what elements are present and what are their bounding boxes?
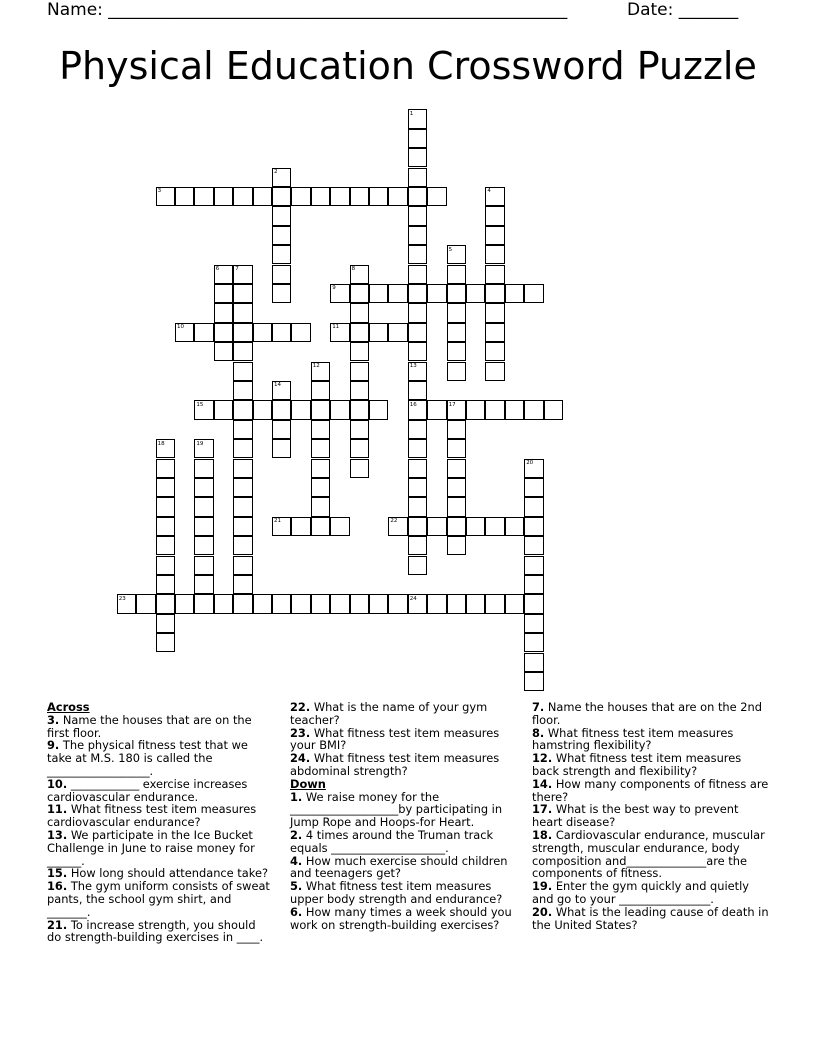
crossword-cell[interactable] xyxy=(272,439,291,458)
crossword-cell[interactable] xyxy=(485,265,504,284)
clue-number-label: 6 xyxy=(215,266,220,272)
crossword-cell[interactable] xyxy=(388,284,407,303)
crossword-cell[interactable] xyxy=(194,536,213,555)
crossword-cell[interactable] xyxy=(194,594,213,613)
crossword-cell[interactable] xyxy=(408,168,427,187)
crossword-cell[interactable] xyxy=(175,187,194,206)
crossword-cell[interactable] xyxy=(233,362,252,381)
crossword-cell[interactable] xyxy=(233,439,252,458)
clue-number-label: 16 xyxy=(409,401,417,408)
crossword-cell[interactable] xyxy=(291,594,310,613)
crossword-cell[interactable] xyxy=(524,536,543,555)
crossword-cell[interactable] xyxy=(272,265,291,284)
crossword-cell[interactable] xyxy=(233,459,252,478)
crossword-cell[interactable] xyxy=(427,517,446,536)
crossword-cell[interactable] xyxy=(447,323,466,342)
crossword-cell[interactable] xyxy=(388,323,407,342)
clue-number: 14. xyxy=(532,776,553,791)
crossword-cell[interactable] xyxy=(330,187,349,206)
crossword-cell[interactable] xyxy=(408,206,427,225)
crossword-cell[interactable] xyxy=(447,536,466,555)
crossword-cell[interactable] xyxy=(194,517,213,536)
crossword-cell[interactable] xyxy=(408,342,427,361)
crossword-cell[interactable] xyxy=(447,303,466,322)
crossword-cell[interactable] xyxy=(408,478,427,497)
crossword-cell[interactable] xyxy=(253,400,272,419)
crossword-cell[interactable] xyxy=(369,400,388,419)
crossword-cell[interactable] xyxy=(408,303,427,322)
crossword-cell[interactable] xyxy=(272,245,291,264)
clue-number: 17. xyxy=(532,802,553,817)
crossword-cell[interactable] xyxy=(524,633,543,652)
clue-number: 21. xyxy=(47,917,68,932)
clue-number-label: 14 xyxy=(274,382,281,389)
crossword-cell[interactable] xyxy=(311,381,330,400)
crossword-cell[interactable] xyxy=(272,284,291,303)
across-clue xyxy=(47,778,272,804)
crossword-cell[interactable] xyxy=(369,284,388,303)
clue-number: 19. xyxy=(532,879,553,894)
crossword-cell[interactable] xyxy=(447,342,466,361)
crossword-cell[interactable] xyxy=(447,594,466,613)
crossword-cell[interactable] xyxy=(214,594,233,613)
crossword-cell[interactable] xyxy=(485,517,504,536)
clue-text: 4 times around the Truman track equals ____________________. xyxy=(290,827,494,855)
clue-number-label: 12 xyxy=(312,363,320,369)
across-clue xyxy=(290,727,515,753)
clue-number-label: 8 xyxy=(351,266,356,272)
crossword-cell[interactable] xyxy=(194,187,213,206)
clue-number: 10. xyxy=(47,776,68,791)
across-clue xyxy=(47,880,272,918)
clue-number: 22. xyxy=(290,700,311,714)
clue-number-label: 24 xyxy=(409,595,417,602)
clue-text: The gym uniform consists of sweat pants, the school gym shirt, and _______. xyxy=(47,879,270,919)
crossword-cell[interactable] xyxy=(350,381,369,400)
crossword-cell[interactable] xyxy=(447,517,466,536)
crossword-cell[interactable] xyxy=(330,517,349,536)
crossword-cell[interactable] xyxy=(408,148,427,167)
crossword-cell[interactable] xyxy=(311,400,330,419)
clue-number-label: 10 xyxy=(177,324,184,331)
crossword-cell[interactable] xyxy=(350,284,369,303)
crossword-cell[interactable] xyxy=(408,323,427,342)
clue-number: 9. xyxy=(47,738,60,753)
across-clue xyxy=(47,919,272,945)
crossword-cell[interactable] xyxy=(408,517,427,536)
crossword-cell[interactable] xyxy=(427,594,446,613)
across-clue xyxy=(47,714,272,740)
crossword-cell[interactable] xyxy=(408,459,427,478)
across-clue xyxy=(290,752,515,778)
crossword-cell[interactable] xyxy=(214,323,233,342)
clue-text: To increase strength, you should do strength-building exercises in ____. xyxy=(47,917,264,945)
crossword-cell[interactable] xyxy=(233,323,252,342)
crossword-cell[interactable] xyxy=(311,517,330,536)
crossword-cell[interactable] xyxy=(156,536,175,555)
crossword-cell[interactable] xyxy=(233,303,252,322)
crossword-cell[interactable] xyxy=(408,226,427,245)
down-clue xyxy=(290,829,515,855)
crossword-cell[interactable] xyxy=(485,226,504,245)
crossword-cell[interactable] xyxy=(544,400,563,419)
crossword-cell[interactable] xyxy=(505,517,524,536)
down-clue xyxy=(290,906,515,932)
clue-number: 23. xyxy=(290,725,311,740)
crossword-cell[interactable] xyxy=(233,381,252,400)
clue-number-label: 3 xyxy=(157,188,162,195)
crossword-cell[interactable] xyxy=(427,284,446,303)
crossword-cell[interactable] xyxy=(408,556,427,575)
crossword-cell[interactable] xyxy=(311,478,330,497)
crossword-cell[interactable] xyxy=(311,497,330,516)
crossword-cell[interactable] xyxy=(485,245,504,264)
crossword-cell[interactable] xyxy=(408,129,427,148)
clue-number-label: 18 xyxy=(157,440,165,447)
clue-number: 6. xyxy=(290,904,303,919)
clue-number-label: 23 xyxy=(118,595,126,602)
crossword-cell[interactable] xyxy=(214,400,233,419)
crossword-cell[interactable] xyxy=(350,362,369,381)
crossword-cell[interactable] xyxy=(233,478,252,497)
crossword-cell[interactable] xyxy=(408,420,427,439)
crossword-cell[interactable] xyxy=(194,323,213,342)
across-clue xyxy=(290,701,515,727)
clue-number: 8. xyxy=(532,725,545,740)
crossword-cell[interactable] xyxy=(524,653,543,672)
down-clue xyxy=(532,778,770,804)
crossword-cell[interactable] xyxy=(272,323,291,342)
down-clue xyxy=(532,701,770,727)
crossword-cell[interactable] xyxy=(466,594,485,613)
crossword-cell[interactable] xyxy=(524,284,543,303)
clue-number: 5. xyxy=(290,879,303,894)
crossword-cell[interactable] xyxy=(233,400,252,419)
clue-text: What is the leading cause of death in the United States? xyxy=(532,904,769,932)
clue-number-label: 15 xyxy=(196,401,204,408)
crossword-cell[interactable] xyxy=(524,614,543,633)
clue-text: What fitness test item measures hamstring flexibility? xyxy=(532,725,734,753)
crossword-cell[interactable] xyxy=(175,594,194,613)
clue-text: The physical fitness test that we take at M.S. 180 is called the __________________. xyxy=(47,738,248,778)
clue-number: 20. xyxy=(532,904,553,919)
clues-column-1 xyxy=(47,701,272,944)
clue-number-label: 11 xyxy=(332,324,340,331)
crossword-cell[interactable] xyxy=(466,284,485,303)
crossword-cell[interactable] xyxy=(408,187,427,206)
crossword-cell[interactable] xyxy=(156,575,175,594)
crossword-cell[interactable] xyxy=(194,459,213,478)
clue-text: What is the best way to prevent heart disease? xyxy=(532,802,739,830)
clue-number-label: 7 xyxy=(235,266,239,272)
clue-number: 13. xyxy=(47,827,68,842)
clue-number: 3. xyxy=(47,712,60,727)
crossword-cell[interactable] xyxy=(233,575,252,594)
crossword-cell[interactable] xyxy=(350,400,369,419)
crossword-cell[interactable] xyxy=(485,342,504,361)
crossword-cell[interactable] xyxy=(233,556,252,575)
crossword-cell[interactable] xyxy=(233,342,252,361)
crossword-cell[interactable] xyxy=(194,497,213,516)
crossword-cell[interactable] xyxy=(156,517,175,536)
across-heading: Across xyxy=(47,700,90,714)
crossword-cell[interactable] xyxy=(408,245,427,264)
crossword-cell[interactable] xyxy=(350,303,369,322)
clues-column-3 xyxy=(532,701,770,931)
clue-number: 1. xyxy=(290,789,303,804)
crossword-cell[interactable] xyxy=(214,187,233,206)
clue-number: 2. xyxy=(290,827,303,842)
clue-number-label: 4 xyxy=(487,188,491,195)
crossword-cell[interactable] xyxy=(194,556,213,575)
clue-text: How many times a week should you work on strength-building exercises? xyxy=(290,904,512,932)
down-heading: Down xyxy=(290,776,326,791)
crossword-cell[interactable] xyxy=(408,265,427,284)
crossword-cell[interactable] xyxy=(466,517,485,536)
crossword-cell[interactable] xyxy=(485,323,504,342)
crossword-cell[interactable] xyxy=(214,303,233,322)
across-clue xyxy=(47,803,272,829)
crossword-cell[interactable] xyxy=(408,284,427,303)
crossword-cell[interactable] xyxy=(485,594,504,613)
down-clue xyxy=(532,906,770,932)
clue-number: 11. xyxy=(47,802,68,817)
clue-number-label: 19 xyxy=(196,440,204,447)
down-clue xyxy=(290,880,515,906)
crossword-cell[interactable] xyxy=(156,556,175,575)
crossword-cell[interactable] xyxy=(524,400,543,419)
clue-text: We participate in the Ice Bucket Challenge in June to raise money for ______. xyxy=(47,827,255,868)
clue-number: 12. xyxy=(532,751,553,766)
clue-text: What fitness test item measures your BMI? xyxy=(290,725,500,753)
crossword-cell[interactable] xyxy=(505,594,524,613)
crossword-cell[interactable] xyxy=(233,284,252,303)
crossword-cell[interactable] xyxy=(485,362,504,381)
crossword-cell[interactable] xyxy=(253,187,272,206)
crossword-cell[interactable] xyxy=(233,594,252,613)
clue-number-label: 9 xyxy=(332,285,336,292)
crossword-cell[interactable] xyxy=(194,478,213,497)
crossword-cell[interactable] xyxy=(447,497,466,516)
crossword-cell[interactable] xyxy=(253,323,272,342)
clue-number-label: 5 xyxy=(448,246,453,253)
clue-text: How much exercise should children and teenagers get? xyxy=(290,853,508,881)
clue-text: How many components of fitness are there? xyxy=(532,776,769,804)
crossword-cell[interactable] xyxy=(156,478,175,497)
crossword-cell[interactable] xyxy=(291,517,310,536)
clue-number: 7. xyxy=(532,700,545,714)
crossword-cell[interactable] xyxy=(233,517,252,536)
clue-text: What fitness test item measures back strength and flexibility? xyxy=(532,751,742,778)
clue-text: How long should attendance take? xyxy=(70,866,268,881)
date-field-label: Date: _______ xyxy=(627,0,739,20)
crossword-cell[interactable] xyxy=(272,594,291,613)
crossword-cell[interactable] xyxy=(330,400,349,419)
clue-number: 18. xyxy=(532,827,553,842)
crossword-cell[interactable] xyxy=(447,420,466,439)
crossword-cell[interactable] xyxy=(485,284,504,303)
crossword-cell[interactable] xyxy=(427,400,446,419)
crossword-cell[interactable] xyxy=(466,400,485,419)
crossword-cell[interactable] xyxy=(136,594,155,613)
clue-number: 4. xyxy=(290,853,303,868)
crossword-cell[interactable] xyxy=(272,400,291,419)
crossword-cell[interactable] xyxy=(427,187,446,206)
down-clue xyxy=(532,829,770,880)
crossword-cell[interactable] xyxy=(369,594,388,613)
crossword-cell[interactable] xyxy=(408,381,427,400)
down-clue xyxy=(532,727,770,753)
crossword-cell[interactable] xyxy=(156,497,175,516)
crossword-cell[interactable] xyxy=(485,400,504,419)
clue-text: ____________ exercise increases cardiovascular endurance. xyxy=(47,776,248,804)
down-clue xyxy=(290,791,515,829)
crossword-cell[interactable] xyxy=(447,362,466,381)
crossword-cell[interactable] xyxy=(233,187,252,206)
clue-number-label: 17 xyxy=(448,401,456,408)
clue-number-label: 13 xyxy=(409,363,417,369)
crossword-cell[interactable] xyxy=(524,478,543,497)
crossword-cell[interactable] xyxy=(505,400,524,419)
clue-text: We raise money for the ___________________by participating in Jump Rope and Hoops-for Heart. xyxy=(290,789,503,830)
crossword-cell[interactable] xyxy=(350,594,369,613)
clue-text: What fitness test item measures abdominal strength? xyxy=(290,751,500,778)
clue-number: 24. xyxy=(290,751,311,766)
crossword-cell[interactable] xyxy=(233,420,252,439)
crossword-cell[interactable] xyxy=(447,459,466,478)
crossword-cell[interactable] xyxy=(272,187,291,206)
crossword-cell[interactable] xyxy=(369,323,388,342)
clue-number-label: 2 xyxy=(274,169,278,175)
clue-number-label: 20 xyxy=(526,460,534,466)
down-clue xyxy=(532,880,770,906)
crossword-cell[interactable] xyxy=(350,187,369,206)
crossword-cell[interactable] xyxy=(524,672,543,691)
clue-text: What fitness test item measures upper body strength and endurance? xyxy=(290,879,503,906)
across-clue xyxy=(47,739,272,777)
crossword-cell[interactable] xyxy=(214,284,233,303)
crossword-cell[interactable] xyxy=(233,497,252,516)
name-field-label: Name: ______________________________________________________ xyxy=(47,0,568,20)
down-clue xyxy=(290,855,515,881)
crossword-cell[interactable] xyxy=(156,459,175,478)
crossword-cell[interactable] xyxy=(524,556,543,575)
clue-text: Enter the gym quickly and quietly and go to your ________________. xyxy=(532,879,750,906)
clue-number-label: 1 xyxy=(409,110,414,117)
crossword-cell[interactable] xyxy=(350,459,369,478)
crossword-cell[interactable] xyxy=(447,478,466,497)
down-clue xyxy=(532,752,770,778)
crossword-cell[interactable] xyxy=(156,594,175,613)
crossword-cell[interactable] xyxy=(485,303,504,322)
crossword-cell[interactable] xyxy=(524,575,543,594)
crossword-cell[interactable] xyxy=(447,265,466,284)
across-clue xyxy=(47,829,272,867)
crossword-cell[interactable] xyxy=(214,342,233,361)
crossword-cell[interactable] xyxy=(524,497,543,516)
crossword-cell[interactable] xyxy=(291,323,310,342)
clue-text: Name the houses that are on the 2nd floor. xyxy=(532,700,762,727)
crossword-cell[interactable] xyxy=(388,594,407,613)
page-title: Physical Education Crossword Puzzle xyxy=(59,44,757,88)
clue-number-label: 22 xyxy=(390,518,398,525)
crossword-cell[interactable] xyxy=(330,594,349,613)
down-clue xyxy=(532,803,770,829)
crossword-cell[interactable] xyxy=(350,323,369,342)
crossword-cell[interactable] xyxy=(311,459,330,478)
crossword-cell[interactable] xyxy=(388,187,407,206)
crossword-cell[interactable] xyxy=(272,420,291,439)
crossword-cell[interactable] xyxy=(524,594,543,613)
crossword-cell[interactable] xyxy=(272,206,291,225)
crossword-cell[interactable] xyxy=(194,575,213,594)
crossword-cell[interactable] xyxy=(408,439,427,458)
crossword-cell[interactable] xyxy=(350,439,369,458)
crossword-cell[interactable] xyxy=(291,187,310,206)
crossword-cell[interactable] xyxy=(505,284,524,303)
crossword-cell[interactable] xyxy=(485,206,504,225)
clue-number: 16. xyxy=(47,879,68,894)
crossword-cell[interactable] xyxy=(156,614,175,633)
clue-text: Cardiovascular endurance, muscular strength, muscular endurance, body composition and______________are the components of fitness. xyxy=(532,827,765,881)
crossword-cell[interactable] xyxy=(369,187,388,206)
clue-text: Name the houses that are on the first floor. xyxy=(47,712,252,740)
crossword-cell[interactable] xyxy=(447,284,466,303)
crossword-cell[interactable] xyxy=(408,497,427,516)
crossword-cell[interactable] xyxy=(311,420,330,439)
clue-number: 15. xyxy=(47,866,68,881)
crossword-cell[interactable] xyxy=(311,594,330,613)
crossword-cell[interactable] xyxy=(408,536,427,555)
crossword-cell[interactable] xyxy=(291,400,310,419)
crossword-cell[interactable] xyxy=(311,187,330,206)
clue-text: What fitness test item measures cardiovascular endurance? xyxy=(47,802,257,830)
crossword-cell[interactable] xyxy=(233,536,252,555)
crossword-cell[interactable] xyxy=(272,226,291,245)
clue-number-label: 21 xyxy=(274,518,281,525)
clues-column-2 xyxy=(290,701,515,931)
crossword-cell[interactable] xyxy=(253,594,272,613)
crossword-cell[interactable] xyxy=(350,342,369,361)
crossword-cell[interactable] xyxy=(447,439,466,458)
crossword-cell[interactable] xyxy=(350,420,369,439)
crossword-cell[interactable] xyxy=(524,517,543,536)
crossword-cell[interactable] xyxy=(311,439,330,458)
clue-text: What is the name of your gym teacher? xyxy=(290,700,488,727)
crossword-cell[interactable] xyxy=(156,633,175,652)
